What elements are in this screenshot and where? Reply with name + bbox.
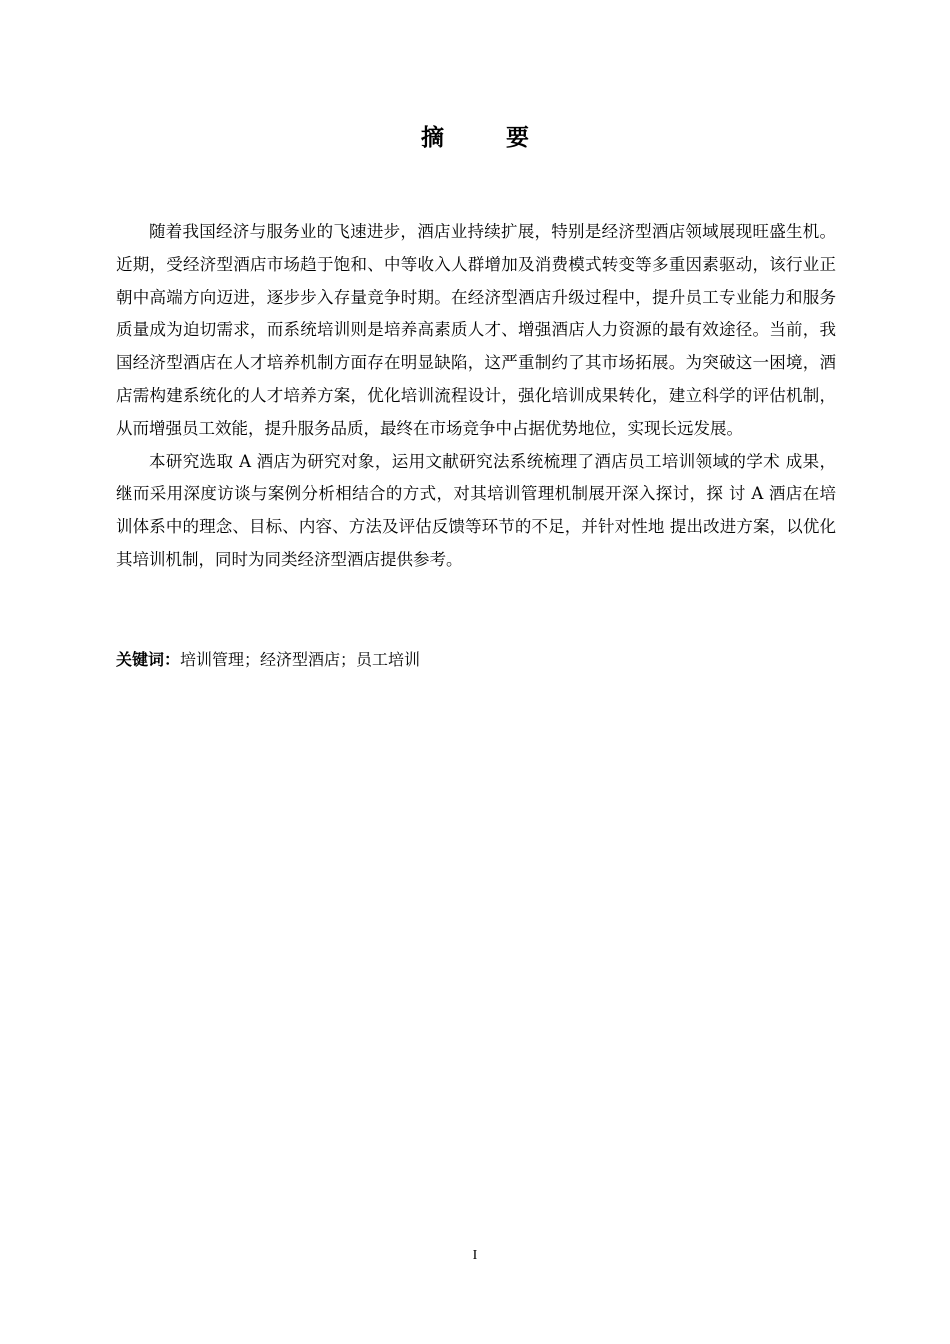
abstract-paragraph-1: 随着我国经济与服务业的飞速进步，酒店业持续扩展，特别是经济型酒店领域展现旺盛生机。近期，受经济型酒店市场趋于饱和、中等收入人群增加及消费模式转变等多重因素驱动，该行业正朝中高端方向迈进，逐步步入存量竞争时期。在经济型酒店升级过程中，提升员工专业能力和服务质量成为迫切需求，而系统培训则是培养高素质人才、增强酒店人力资源的最有效途径。当前，我国经济型酒店在人才培养机制方面存在明显缺陷，这严重制约了其市场拓展。为突破这一困境，酒店需构建系统化的人才培养方案，优化培训流程设计，强化培训成果转化，建立科学的评估机制，从而增强员工效能，提升服务品质，最终在市场竞争中占据优势地位，实现长远发展。 <box>116 222 836 438</box>
page-title: 摘 要 <box>420 125 556 151</box>
abstract-paragraph-2: 本研究选取 A 酒店为研究对象，运用文献研究法系统梳理了酒店员工培训领域的学术 成果，继而采用深度访谈与案例分析相结合的方式，对其培训管理机制展开深入探讨，探 讨 A 酒店在培训体系中的理念、目标、内容、方法及评估反馈等环节的不足，并针对性地 提出改进方案，以优化其培训机制，同时为同类经济型酒店提供参考。 <box>116 451 836 569</box>
keywords-label: 关键词： <box>116 650 181 669</box>
abstract-body <box>116 216 836 577</box>
keywords-value: 培训管理；经济型酒店；员工培训 <box>180 650 421 669</box>
page-number: I <box>472 1248 478 1263</box>
keywords-line <box>116 646 836 674</box>
